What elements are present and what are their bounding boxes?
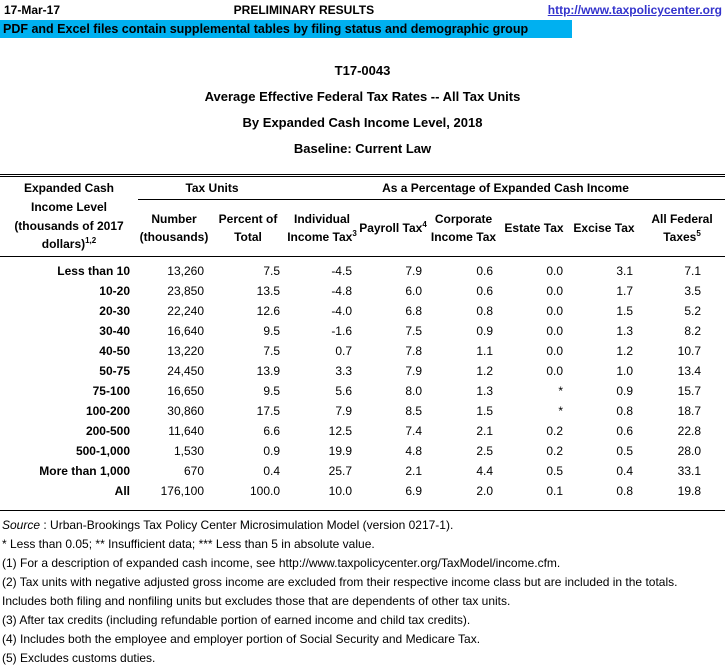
- supplemental-tables-banner: PDF and Excel files contain supplemental tables by filing status and demographic group: [0, 20, 572, 38]
- value-cell: 28.0: [677, 444, 701, 458]
- value-cell: 15.7: [677, 384, 701, 398]
- table-row: [0, 401, 725, 421]
- footnote-2: (2) Tax units with negative adjusted gross income are excluded from their respective income class but are included in the totals.: [2, 575, 678, 589]
- value-cell: 8.2: [684, 324, 701, 338]
- value-cell: 1.1: [476, 344, 493, 358]
- value-cell: 0.6: [616, 424, 633, 438]
- income-level-header-label: Expanded Cash Income Level (thousands of 2017 dollars): [14, 181, 124, 252]
- value-cell: 0.9: [476, 324, 493, 338]
- col-header-all-federal-taxes: All Federal Taxes$^5$: [639, 200, 725, 257]
- col-header-percent-of-total: Percent of Total: [210, 200, 286, 257]
- value-cell: 7.9: [335, 404, 352, 418]
- value-cell: 12.6: [256, 304, 280, 318]
- table-row: [0, 421, 725, 441]
- value-cell: 25.7: [328, 464, 352, 478]
- value-cell: 0.2: [546, 444, 563, 458]
- value-cell: 24,450: [167, 364, 204, 378]
- table-row: [0, 257, 725, 282]
- value-cell: 33.1: [677, 464, 701, 478]
- value-cell: 0.4: [616, 464, 633, 478]
- value-cell: 7.8: [405, 344, 422, 358]
- value-cell: -1.6: [331, 324, 352, 338]
- value-cell: 0.8: [616, 404, 633, 418]
- value-cell: 4.4: [476, 464, 493, 478]
- report-date: 17-Mar-17: [4, 3, 61, 17]
- value-cell: 0.9: [616, 384, 633, 398]
- col-header-estate-tax: Estate Tax: [499, 200, 569, 257]
- value-cell: 0.0: [546, 324, 563, 338]
- col-header-corporate-income-tax: Corporate Income Tax: [428, 200, 499, 257]
- value-cell: 11,640: [168, 424, 204, 438]
- value-cell: 2.5: [476, 444, 493, 458]
- value-cell: 13,260: [167, 264, 204, 278]
- value-cell: -4.0: [331, 304, 352, 318]
- income-level-cell: 200-500: [85, 424, 130, 438]
- value-cell: 10.7: [677, 344, 701, 358]
- value-cell: 5.6: [335, 384, 352, 398]
- value-cell: 2.1: [405, 464, 422, 478]
- value-cell: 0.0: [546, 284, 563, 298]
- value-cell: 8.5: [405, 404, 422, 418]
- value-cell: 0.1: [546, 484, 563, 498]
- income-level-cell: 10-20: [99, 284, 130, 298]
- value-cell: 0.4: [263, 464, 280, 478]
- income-level-cell: More than 1,000: [39, 464, 130, 478]
- value-cell: 7.9: [405, 264, 422, 278]
- table-row: [0, 481, 725, 511]
- value-cell: 0.5: [616, 444, 633, 458]
- value-cell: 1,530: [173, 444, 204, 458]
- table-row: [0, 441, 725, 461]
- footnote-1: (1) For a description of expanded cash income, see http://www.taxpolicycenter.org/TaxModel/income.cfm.: [2, 556, 561, 570]
- value-cell: 22.8: [677, 424, 701, 438]
- value-cell: 8.0: [405, 384, 422, 398]
- value-cell: 100.0: [249, 484, 280, 498]
- value-cell: 0.0: [546, 264, 563, 278]
- income-level-cell: 50-75: [99, 364, 130, 378]
- title-block: [0, 58, 725, 162]
- value-cell: 22,240: [167, 304, 204, 318]
- col-header-number: Number (thousands): [138, 200, 210, 257]
- col-header-individual-income-tax: Individual Income Tax$^3$: [286, 200, 358, 257]
- value-cell: 0.8: [476, 304, 493, 318]
- value-cell: 13.9: [256, 364, 280, 378]
- income-level-cell: 30-40: [99, 324, 130, 338]
- value-cell: 0.5: [546, 464, 563, 478]
- income-level-cell: All: [114, 484, 130, 498]
- value-cell: 2.0: [476, 484, 493, 498]
- footnote-4: (4) Includes both the employee and employer portion of Social Security and Medicare Tax.: [2, 632, 481, 646]
- income-level-header-sup: 1,2: [85, 236, 97, 246]
- value-cell: 1.3: [476, 384, 493, 398]
- value-cell: 0.0: [546, 304, 563, 318]
- value-cell: 1.0: [616, 364, 633, 378]
- table-main-title: Average Effective Federal Tax Rates -- All Tax Units: [204, 89, 521, 104]
- footnote-5: (5) Excludes customs duties.: [2, 651, 156, 665]
- income-level-cell: Less than 10: [57, 264, 130, 278]
- top-header-bar: [0, 0, 725, 17]
- col-header-payroll-tax: Payroll Tax$^4$: [358, 200, 428, 257]
- value-cell: 19.9: [328, 444, 352, 458]
- group-header-percentage-of-eci: As a Percentage of Expanded Cash Income: [286, 176, 725, 200]
- value-cell: 6.6: [263, 424, 280, 438]
- value-cell: 7.4: [405, 424, 422, 438]
- income-level-cell: 500-1,000: [75, 444, 130, 458]
- value-cell: 6.9: [405, 484, 422, 498]
- footnotes: [0, 516, 725, 668]
- value-cell: 0.7: [335, 344, 352, 358]
- value-cell: 0.9: [263, 444, 280, 458]
- table-row: [0, 381, 725, 401]
- footnote-3: (3) After tax credits (including refundable portion of earned income and child tax credits).: [2, 613, 471, 627]
- source-note: [2, 516, 725, 535]
- value-cell: 1.2: [476, 364, 493, 378]
- value-cell: 19.8: [677, 484, 701, 498]
- source-label: Source: [2, 518, 41, 532]
- group-header-tax-units: Tax Units: [138, 176, 286, 200]
- value-cell: 1.7: [616, 284, 633, 298]
- value-cell: 4.8: [405, 444, 422, 458]
- table-body: [0, 257, 725, 511]
- value-cell: 6.8: [405, 304, 422, 318]
- value-cell: 0.2: [546, 424, 563, 438]
- table-row: [0, 281, 725, 301]
- value-cell: 176,100: [160, 484, 204, 498]
- value-cell: -4.5: [331, 264, 352, 278]
- value-cell: 10.0: [328, 484, 352, 498]
- value-cell: 0.8: [616, 484, 633, 498]
- baseline-title: Baseline: Current Law: [293, 141, 432, 156]
- value-cell: 3.5: [684, 284, 701, 298]
- value-cell: 7.1: [684, 264, 701, 278]
- income-level-cell: 100-200: [85, 404, 130, 418]
- value-cell: 2.1: [476, 424, 493, 438]
- value-cell: 1.2: [616, 344, 633, 358]
- table-id-title: T17-0043: [334, 63, 391, 78]
- value-cell: 0.0: [546, 344, 563, 358]
- value-cell: 7.5: [263, 344, 280, 358]
- value-cell: 1.3: [616, 324, 633, 338]
- income-level-cell: 75-100: [92, 384, 130, 398]
- value-cell: 9.5: [263, 324, 280, 338]
- group-header-row: [0, 176, 725, 200]
- value-cell: 0.6: [476, 264, 493, 278]
- footnote-2-continued: Includes both filing and nonfiling units but excludes those that are dependents of other tax units.: [2, 594, 511, 608]
- value-cell: 12.5: [328, 424, 352, 438]
- income-level-cell: 20-30: [99, 304, 130, 318]
- table-row: [0, 341, 725, 361]
- value-cell: 0.0: [546, 364, 563, 378]
- value-cell: 1.5: [476, 404, 493, 418]
- value-cell: 17.5: [256, 404, 280, 418]
- value-cell: 0.6: [476, 284, 493, 298]
- value-cell: 670: [183, 464, 204, 478]
- table-row: [0, 301, 725, 321]
- value-cell: 23,850: [167, 284, 204, 298]
- taxpolicycenter-link[interactable]: http://www.taxpolicycenter.org: [547, 3, 722, 17]
- value-cell: 7.5: [405, 324, 422, 338]
- value-cell: 30,860: [167, 404, 204, 418]
- source-text: : Urban-Brookings Tax Policy Center Microsimulation Model (version 0217-1).: [40, 518, 454, 532]
- footnote-symbols: * Less than 0.05; ** Insufficient data; *** Less than 5 in absolute value.: [2, 537, 375, 551]
- value-cell: 7.9: [405, 364, 422, 378]
- table-row: [0, 321, 725, 341]
- value-cell: 3.1: [616, 264, 633, 278]
- value-cell: 16,640: [167, 324, 204, 338]
- value-cell: *: [558, 404, 563, 418]
- value-cell: 13.5: [256, 284, 280, 298]
- value-cell: 6.0: [405, 284, 422, 298]
- income-level-cell: 40-50: [99, 344, 130, 358]
- col-header-excise-tax: Excise Tax: [569, 200, 639, 257]
- value-cell: 16,650: [167, 384, 204, 398]
- value-cell: 13.4: [677, 364, 701, 378]
- value-cell: 3.3: [335, 364, 352, 378]
- value-cell: 7.5: [263, 264, 280, 278]
- value-cell: 5.2: [684, 304, 701, 318]
- col-header-income-level: [0, 176, 138, 257]
- table-row: [0, 361, 725, 381]
- table-subtitle: By Expanded Cash Income Level, 2018: [242, 115, 483, 130]
- value-cell: 1.5: [616, 304, 633, 318]
- value-cell: -4.8: [331, 284, 352, 298]
- preliminary-results-label: PRELIMINARY RESULTS: [233, 3, 375, 17]
- value-cell: 9.5: [263, 384, 280, 398]
- table-row: [0, 461, 725, 481]
- value-cell: 18.7: [677, 404, 701, 418]
- value-cell: 13,220: [167, 344, 204, 358]
- tax-rates-table: [0, 174, 725, 511]
- value-cell: *: [558, 384, 563, 398]
